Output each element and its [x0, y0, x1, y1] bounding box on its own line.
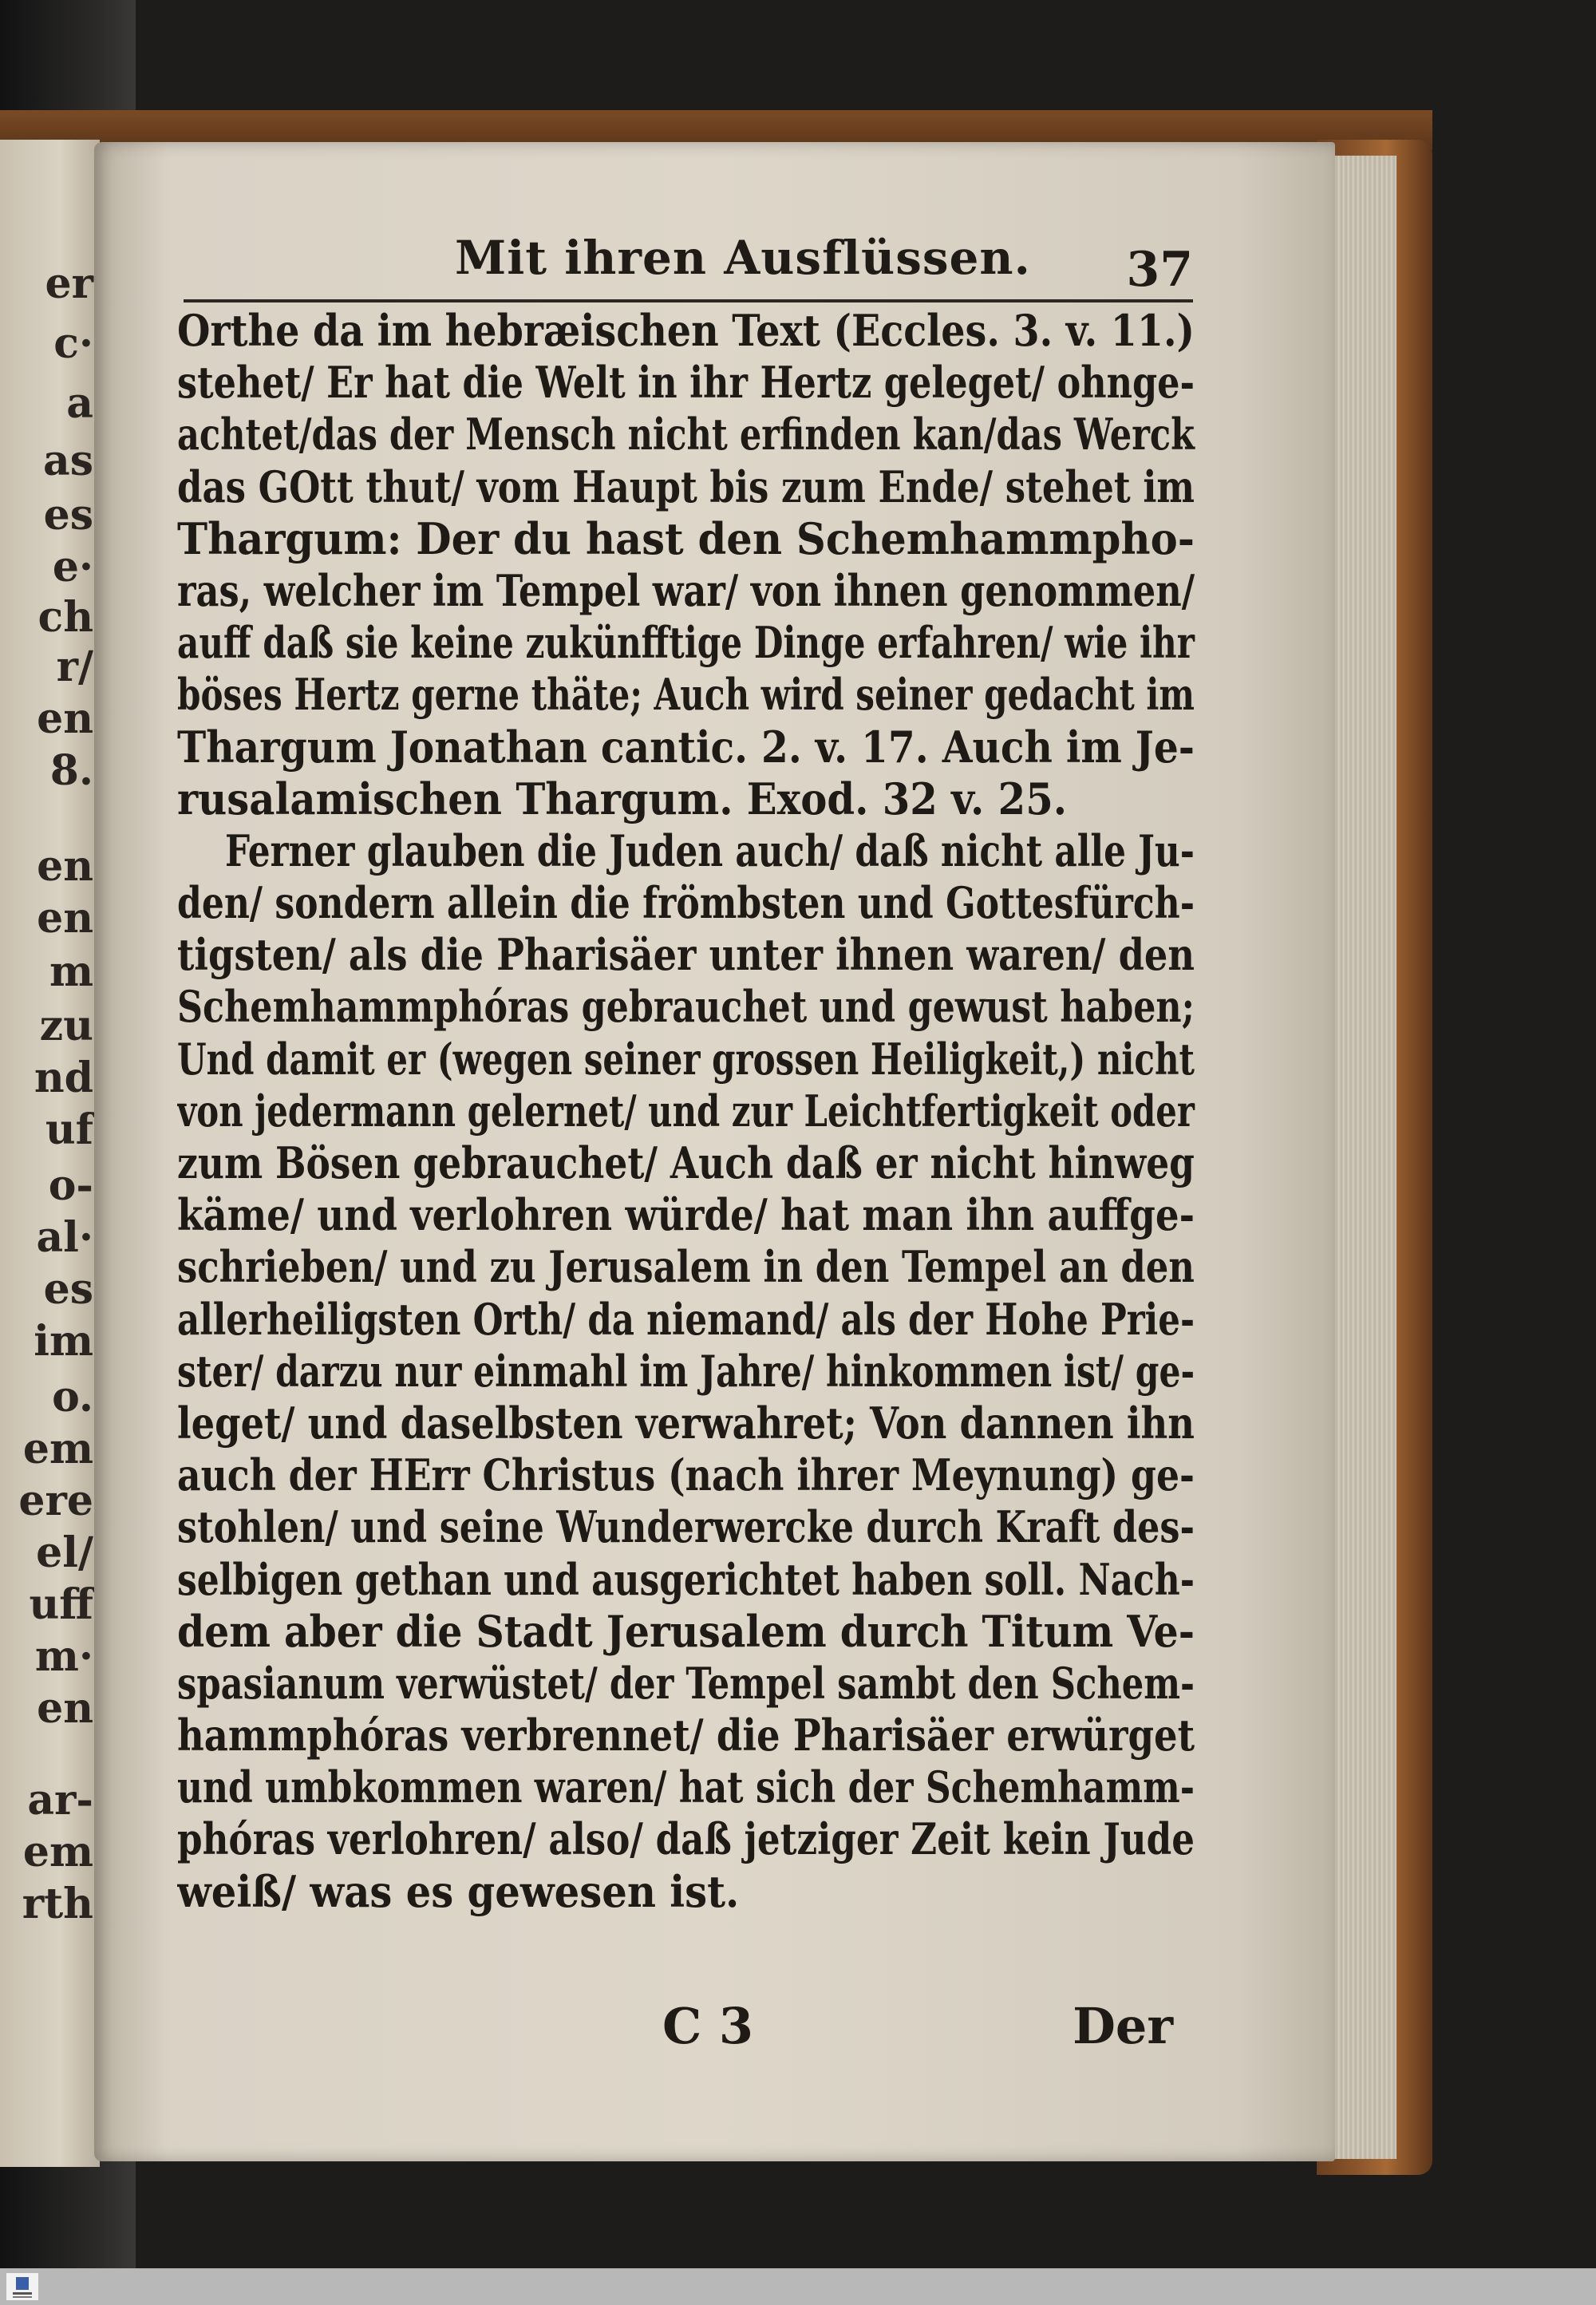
left-page-fragment: c· — [53, 319, 93, 368]
text-line: leget/ und daselbsten verwahret; Von dannen ihn — [177, 1397, 1195, 1449]
left-page-fragment: er — [45, 259, 93, 308]
text-line: auff daß sie keine zukünfftige Dinge erfahren/ wie ihr — [177, 617, 1195, 669]
text-line: selbigen gethan und ausgerichtet haben soll. Nach- — [177, 1553, 1195, 1605]
text-line: Schemhammphóras gebrauchet und gewust haben; — [177, 981, 1195, 1033]
text-line: Und damit er (wegen seiner grossen Heiligkeit,) nicht — [177, 1033, 1195, 1085]
page-footer — [662, 1997, 1173, 2061]
text-line: und umbkommen waren/ hat sich der Schemhamm- — [177, 1761, 1195, 1813]
text-line: auch der HErr Christus (nach ihrer Meynung) ge- — [177, 1449, 1195, 1501]
text-line: Thargum Jonathan cantic. 2. v. 17. Auch im Je- — [177, 721, 1195, 773]
text-line: phóras verlohren/ also/ daß jetziger Zeit kein Jude — [177, 1813, 1195, 1865]
text-line: hammphóras verbrennet/ die Pharisäer erwürget — [177, 1710, 1195, 1761]
left-page-fragment: 8. — [49, 746, 93, 795]
text-line: ster/ darzu nur einmahl im Jahre/ hinkommen ist/ ge- — [177, 1345, 1195, 1397]
left-page-fragment: en — [37, 842, 93, 891]
left-page-fragment: em — [22, 1425, 93, 1473]
scan-footer-bar — [0, 2268, 1596, 2305]
text-line: tigsten/ als die Pharisäer unter ihnen waren/ den — [177, 929, 1195, 981]
text-line: spasianum verwüstet/ der Tempel sambt den Schem- — [177, 1657, 1195, 1709]
left-page-fragment: en — [37, 1684, 93, 1733]
text-line: böses Hertz gerne thäte; Auch wird seiner gedacht im — [177, 669, 1195, 721]
left-page-fragment: rth — [22, 1880, 93, 1928]
left-page-fragment: o. — [52, 1373, 93, 1421]
left-page-fragment: al· — [36, 1213, 93, 1262]
text-line: stohlen/ und seine Wunderwercke durch Kraft des- — [177, 1501, 1195, 1553]
left-page-fragment: el/ — [36, 1528, 93, 1577]
text-line: käme/ und verlohren würde/ hat man ihn auffge- — [177, 1189, 1195, 1241]
left-page-fragment: em — [22, 1828, 93, 1876]
text-line: den/ sondern allein die frömbsten und Gottesfürch- — [177, 877, 1195, 929]
text-line: allerheiligsten Orth/ da niemand/ als der Hohe Prie- — [177, 1293, 1195, 1345]
left-page-fragment: ere — [18, 1477, 93, 1525]
signature-mark: C 3 — [662, 1997, 754, 2055]
body-text — [177, 305, 1199, 1918]
text-line: rusalamischen Thargum. Exod. 32 v. 25. — [177, 773, 1068, 824]
text-line: Ferner glauben die Juden auch/ daß nicht alle Ju- — [225, 824, 1195, 876]
text-line: das GOtt thut/ vom Haupt bis zum Ende/ stehet im — [177, 461, 1195, 512]
text-line: weiß/ was es gewesen ist. — [177, 1865, 740, 1917]
left-page-fragment: en — [37, 894, 93, 943]
left-page-fragment: uf — [45, 1105, 93, 1154]
library-logo-icon — [6, 2273, 38, 2300]
left-page-fragment: m· — [34, 1632, 93, 1681]
left-page-fragment: es — [43, 1265, 93, 1314]
left-page — [0, 140, 100, 2167]
left-page-fragment: es — [43, 491, 93, 540]
left-page-fragment: e· — [52, 543, 93, 591]
left-page-fragment: en — [37, 694, 93, 743]
left-page-fragment: im — [34, 1317, 93, 1366]
running-head: Mit ihren Ausflüssen. — [455, 231, 1031, 285]
page-number: 37 — [1126, 242, 1193, 298]
page-fore-edge — [1325, 156, 1396, 2159]
text-line: achtet/das der Mensch nicht erfinden kan/das Werck — [177, 409, 1195, 461]
left-page-fragment: ar- — [27, 1776, 93, 1825]
catchword: Der — [1073, 1997, 1173, 2055]
left-page-fragment: uff — [29, 1580, 93, 1629]
text-line: dem aber die Stadt Jerusalem durch Titum Ve- — [177, 1605, 1195, 1657]
text-line: zum Bösen gebrauchet/ Auch daß er nicht hinweg — [177, 1137, 1195, 1188]
text-line: ras, welcher im Tempel war/ von ihnen genommen/ — [177, 564, 1195, 616]
left-page-fragment: m — [49, 947, 93, 996]
left-page-fragment: ch — [38, 593, 93, 642]
text-line: schrieben/ und zu Jerusalem in den Tempel an den — [177, 1241, 1195, 1293]
page-header — [184, 227, 1193, 302]
text-line: Orthe da im hebræischen Text (Eccles. 3. v. 11.) — [177, 305, 1195, 356]
left-page-fragment: zu — [39, 1002, 93, 1050]
left-page-fragment: a — [66, 379, 93, 428]
left-page-fragment: nd — [34, 1054, 93, 1102]
left-page-fragment: r/ — [56, 642, 93, 691]
text-line: Thargum: Der du hast den Schemhammpho- — [177, 512, 1195, 564]
left-page-fragment: as — [43, 437, 93, 485]
text-line: stehet/ Er hat die Welt in ihr Hertz geleget/ ohnge- — [177, 357, 1195, 409]
text-line: von jedermann gelernet/ und zur Leichtfertigkeit oder — [177, 1085, 1195, 1137]
left-page-fragment: o- — [48, 1161, 93, 1210]
